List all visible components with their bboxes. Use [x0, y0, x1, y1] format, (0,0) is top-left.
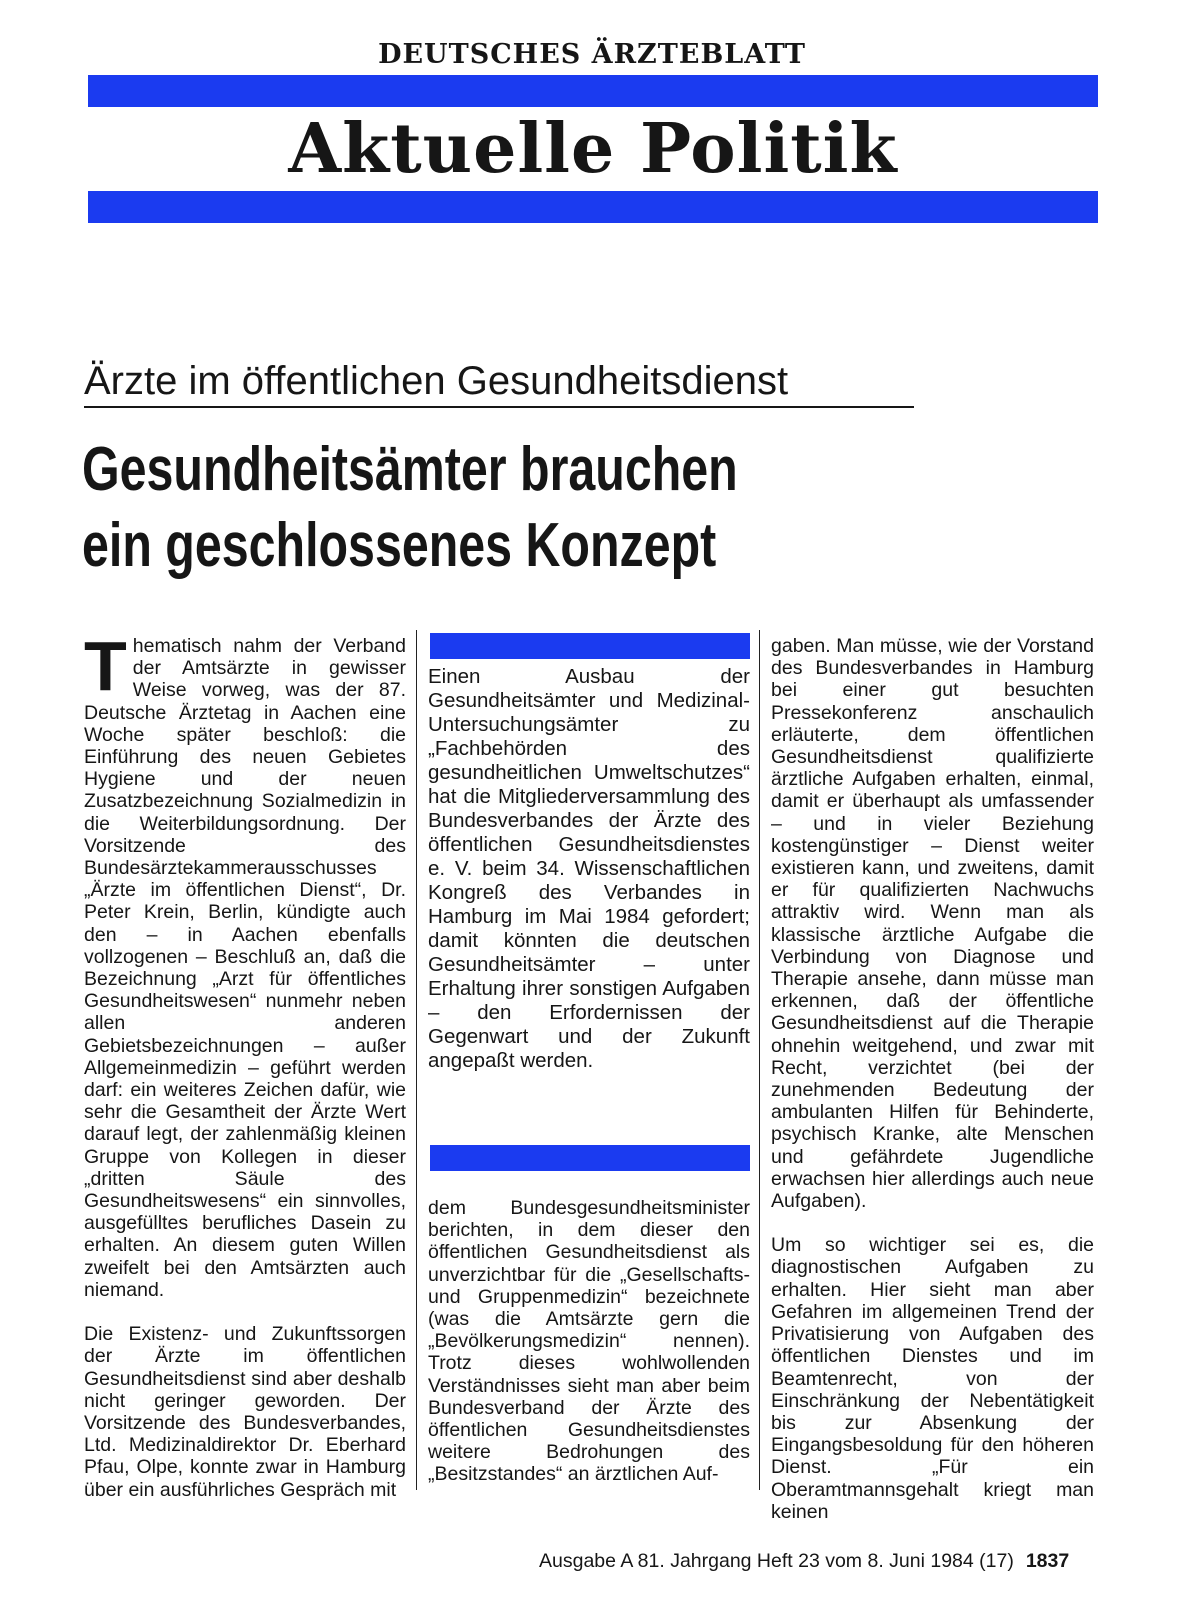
article-headline [82, 432, 823, 584]
page-number: 1837 [1025, 1550, 1070, 1572]
blue-highlight-box-1 [430, 633, 750, 659]
col3-paragraph-2: Um so wichtiger sei es, die diagnostischen Aufgaben zu erhalten. Hier sieht man aber Gefahren im allgemeinen Trend der Privatisierung von Aufgaben des öffentlichen Dienstes und im Beamtenrecht, von der Einschränkung der Nebentätigkeit bis zur Absenkung der Eingangsbesoldung für den höheren Dienst. „Für ein Oberamtmannsgehalt kriegt man keinen [771, 1234, 1094, 1523]
column-3 [771, 635, 1094, 1523]
col3-paragraph-1: gaben. Man müsse, wie der Vorstand des Bundesverbandes in Hamburg bei einer gut besuchten Pressekonferenz anschaulich erläuterte, dem öffentlichen Gesundheitsdienst qualifizierte ärztliche Aufgaben erhalten, einmal, damit er überhaupt als umfassender – und in vieler Beziehung kostengünstiger – Dienst weiter existieren kann, und zweitens, damit er für qualifizierten Nachwuchs attraktiv wird. Wenn man als klassische ärztliche Aufgabe die Verbindung von Diagnose und Therapie ansehe, dann müsse man erkennen, daß der öffentliche Gesundheitsdienst auf die Therapie ohnehin weitgehend, und zwar mit Recht, verzichtet (bei der zunehmenden Bedeutung der ambulanten Hilfen für Behinderte, psychisch Kranke, alte Menschen und gefährdete Jugendliche erwachsen hier allerdings auch neue Aufgaben). [771, 635, 1094, 1213]
kicker-underline [84, 406, 914, 408]
bottom-blue-bar [88, 191, 1098, 223]
drop-cap: T [84, 627, 127, 705]
top-blue-bar [88, 75, 1098, 107]
col1-paragraph-1: hematisch nahm der Verband der Amtsärzte in gewisser Weise vorweg, was der 87. Deutsche Ärztetag in Aachen eine Woche später beschloß: die Einführung des neuen Gebietes Hygiene und der neuen Zusatzbezeichnung Sozialmedizin in die Weiterbildungsordnung. Der Vorsitzende des Bundesärztekammerausschusses „Ärzte im öffentlichen Dienst“, Dr. Peter Krein, Berlin, kündigte auch den – in Aachen ebenfalls vollzogenen – Beschluß an, daß die Bezeichnung „Arzt für öffentliches Gesundheitswesen“ nunmehr neben allen anderen Gebietsbezeichnungen – außer Allgemeinmedizin – geführt werden darf: ein weiteres Zeichen dafür, wie sehr die Gesamtheit der Ärzte Wert darauf legt, der zahlenmäßig kleinen Gruppe von Kollegen in dieser „dritten Säule des Gesundheitswesens“ ein sinnvolles, ausgefülltes berufliches Dasein zu erhalten. An diesem guten Willen zweifelt bei den Amtsärzten auch niemand. [84, 635, 406, 1301]
edition-info: Ausgabe A 81. Jahrgang Heft 23 vom 8. Juni 1984 (17) [539, 1550, 1014, 1572]
headline-line-1: Gesundheitsämter brauchen [82, 435, 738, 504]
page-footer [539, 1549, 1099, 1573]
col2-paragraph-2: dem Bundesgesundheitsminister berichten, in dem dieser den öffentlichen Gesundheitsdienst als unverzichtbar für die „Gesellschafts- und Gruppenmedizin“ bezeichnete (was die Amtsärzte gern die „Bevölkerungsmedizin“ nennen). Trotz dieses wohlwollenden Verständnisses sieht man aber beim Bundesverband der Ärzte des öffentlichen Gesundheitsdienstes weitere Bedrohungen des „Besitzstandes“ an ärztlichen Auf- [428, 1197, 750, 1486]
blue-highlight-box-2 [430, 1145, 750, 1171]
col1-paragraph-2: Die Existenz- und Zukunftssorgen der Ärzte im öffentlichen Gesundheitsdienst sind aber deshalb nicht geringer geworden. Der Vorsitzende des Bundesverbandes, Ltd. Medizinaldirektor Dr. Eberhard Pfau, Olpe, konnte zwar in Hamburg über ein ausführliches Gespräch mit [84, 1323, 406, 1501]
column-1 [84, 627, 406, 1501]
lead-paragraph: Einen Ausbau der Gesundheitsämter und Medizinal-Untersuchungsämter zu „Fachbehörden des gesundheitlichen Umweltschutzes“ hat die Mitgliederversammlung des Bundesverbandes der Ärzte des öffentlichen Gesundheitsdienstes e. V. beim 34. Wissenschaftlichen Kongreß des Verbandes in Hamburg im Mai 1984 gefordert; damit könnten die deutschen Gesundheitsämter – unter Erhaltung ihrer sonstigen Aufgaben – den Erfordernissen der Gegenwart und der Zukunft angepaßt werden. [428, 665, 750, 1072]
column-divider-2 [759, 630, 760, 1490]
section-title: Aktuelle Politik [288, 109, 898, 189]
column-divider-1 [416, 630, 417, 1490]
headline-line-2: ein geschlossenes Konzept [82, 511, 717, 580]
masthead: DEUTSCHES ÄRZTEBLATT [378, 39, 806, 70]
column-2-body [428, 1197, 750, 1486]
article-kicker: Ärzte im öffentlichen Gesundheitsdienst [84, 359, 789, 403]
column-2-lead [428, 665, 750, 1073]
